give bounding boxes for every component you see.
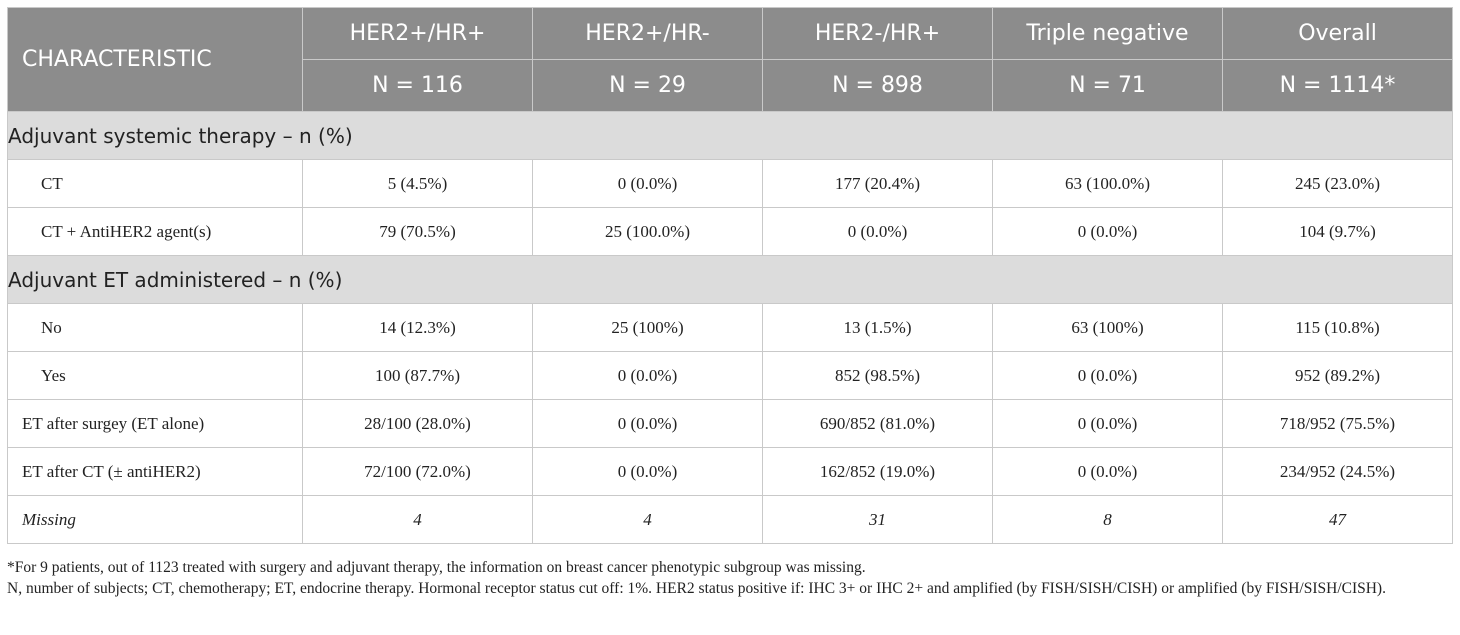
table-cell: 25 (100.0%) [533, 208, 763, 256]
table-cell: 79 (70.5%) [303, 208, 533, 256]
table-cell: 177 (20.4%) [763, 160, 993, 208]
table-cell: 4 [533, 496, 763, 544]
row-label: Missing [8, 496, 303, 544]
table-row [8, 352, 1453, 400]
section-title: Adjuvant ET administered – n (%) [8, 256, 1453, 304]
table-cell: 4 [303, 496, 533, 544]
row-label: ET after CT (± antiHER2) [8, 448, 303, 496]
section-header-row [8, 112, 1453, 160]
table-cell: 0 (0.0%) [533, 400, 763, 448]
table-cell: 104 (9.7%) [1223, 208, 1453, 256]
table-footnotes [7, 557, 1453, 599]
table-cell: 63 (100.0%) [993, 160, 1223, 208]
row-label: CT + AntiHER2 agent(s) [8, 208, 303, 256]
table-cell: 72/100 (72.0%) [303, 448, 533, 496]
section-header-row [8, 256, 1453, 304]
table-row [8, 400, 1453, 448]
table-cell: 0 (0.0%) [533, 160, 763, 208]
footnote-missing-phenotype: *For 9 patients, out of 1123 treated with surgery and adjuvant therapy, the information on breast cancer phenotypic subgroup was missing. [7, 559, 866, 576]
column-header: Overall [1223, 8, 1453, 60]
table-cell: 8 [993, 496, 1223, 544]
table-cell: 162/852 (19.0%) [763, 448, 993, 496]
row-label: Yes [8, 352, 303, 400]
table-cell: 0 (0.0%) [993, 208, 1223, 256]
table-cell: 718/952 (75.5%) [1223, 400, 1453, 448]
column-count: N = 898 [763, 60, 993, 112]
column-header: HER2+/HR+ [303, 8, 533, 60]
table-cell: 13 (1.5%) [763, 304, 993, 352]
table-cell: 852 (98.5%) [763, 352, 993, 400]
table-cell: 28/100 (28.0%) [303, 400, 533, 448]
table-cell: 0 (0.0%) [993, 448, 1223, 496]
table-cell: 234/952 (24.5%) [1223, 448, 1453, 496]
table-row [8, 208, 1453, 256]
section-title: Adjuvant systemic therapy – n (%) [8, 112, 1453, 160]
row-label: ET after surgey (ET alone) [8, 400, 303, 448]
row-label: No [8, 304, 303, 352]
table-row-missing [8, 496, 1453, 544]
column-count: N = 71 [993, 60, 1223, 112]
results-table [7, 7, 1453, 544]
column-count: N = 116 [303, 60, 533, 112]
table-cell: 952 (89.2%) [1223, 352, 1453, 400]
column-header: Triple negative [993, 8, 1223, 60]
table-cell: 14 (12.3%) [303, 304, 533, 352]
column-header: HER2-/HR+ [763, 8, 993, 60]
row-label: CT [8, 160, 303, 208]
table-cell: 47 [1223, 496, 1453, 544]
table-cell: 5 (4.5%) [303, 160, 533, 208]
characteristic-header: CHARACTERISTIC [8, 8, 303, 112]
column-count: N = 29 [533, 60, 763, 112]
table-cell: 31 [763, 496, 993, 544]
table-row [8, 448, 1453, 496]
table-cell: 0 (0.0%) [763, 208, 993, 256]
table-cell: 100 (87.7%) [303, 352, 533, 400]
footnote-abbreviations: N, number of subjects; CT, chemotherapy; ET, endocrine therapy. Hormonal receptor status cut off: 1%. HER2 status positive if: IHC 3+ or IHC 2+ and amplified (by FISH/SISH/CISH) or amplified (by FISH/SISH/CISH). [7, 580, 1386, 597]
table-cell: 25 (100%) [533, 304, 763, 352]
table-cell: 0 (0.0%) [993, 352, 1223, 400]
column-count: N = 1114* [1223, 60, 1453, 112]
table-row [8, 304, 1453, 352]
table-cell: 115 (10.8%) [1223, 304, 1453, 352]
table-cell: 245 (23.0%) [1223, 160, 1453, 208]
table-cell: 0 (0.0%) [533, 352, 763, 400]
table-cell: 63 (100%) [993, 304, 1223, 352]
table-cell: 690/852 (81.0%) [763, 400, 993, 448]
table-row [8, 160, 1453, 208]
header-row-names [8, 8, 1453, 60]
table-cell: 0 (0.0%) [993, 400, 1223, 448]
table-cell: 0 (0.0%) [533, 448, 763, 496]
column-header: HER2+/HR- [533, 8, 763, 60]
